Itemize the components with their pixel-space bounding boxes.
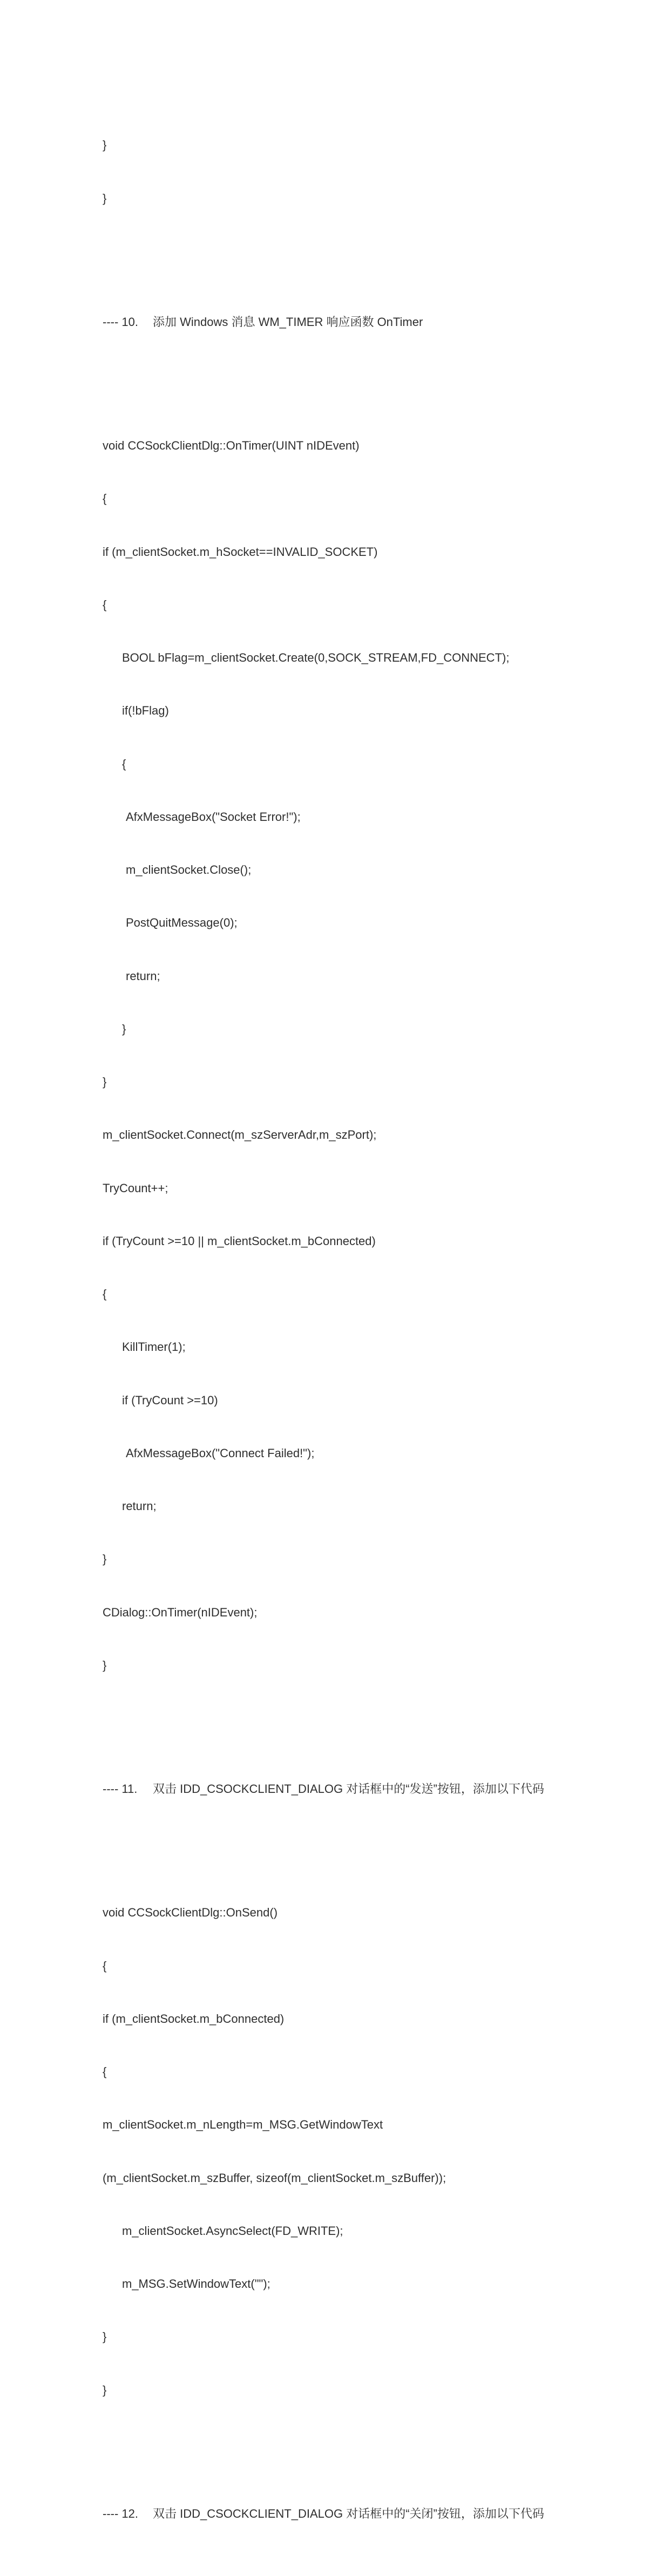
code-line: (m_clientSocket.m_szBuffer, sizeof(m_clientSocket.m_szBuffer)); <box>103 2171 446 2185</box>
code-line: if (m_clientSocket.m_bConnected) <box>103 2011 285 2026</box>
section-title: 双击 IDD_CSOCKCLIENT_DIALOG 对话框中的“关闭”按钮，添加以下代码 <box>153 2506 544 2520</box>
section-heading <box>103 314 544 331</box>
code-line: void CCSockClientDlg::OnTimer(UINT nIDEvent) <box>103 439 360 452</box>
code-line: KillTimer(1); <box>122 1340 186 1354</box>
code-line: m_clientSocket.Connect(m_szServerAdr,m_szPort); <box>103 1128 377 1142</box>
section-title: 添加 Windows 消息 WM_TIMER 响应函数 OnTimer <box>153 315 423 329</box>
code-line: PostQuitMessage(0); <box>126 916 238 930</box>
code-line: if (TryCount >=10) <box>122 1393 218 1407</box>
code-line: if(!bFlag) <box>122 704 169 718</box>
code-line: m_clientSocket.Close(); <box>126 863 252 876</box>
code-line: { <box>103 1287 107 1301</box>
code-line: m_clientSocket.m_nLength=m_MSG.GetWindowText <box>103 2118 383 2132</box>
code-line: return; <box>122 1499 157 1513</box>
section-number: ---- 12. <box>103 2506 138 2520</box>
code-line: { <box>103 492 107 506</box>
code-line: } <box>103 138 107 152</box>
code-line: TryCount++; <box>103 1181 168 1195</box>
code-line: } <box>103 2330 107 2344</box>
code-line: } <box>103 191 107 205</box>
document-body <box>103 84 544 2576</box>
section-number: ---- 11. <box>103 1782 138 1796</box>
code-line: AfxMessageBox("Socket Error!"); <box>126 810 301 824</box>
code-line: } <box>122 1022 126 1036</box>
code-line: m_MSG.SetWindowText(""); <box>122 2277 270 2290</box>
code-line: BOOL bFlag=m_clientSocket.Create(0,SOCK_STREAM,FD_CONNECT); <box>122 651 510 664</box>
code-line: { <box>122 757 126 771</box>
code-line: if (TryCount >=10 || m_clientSocket.m_bConnected) <box>103 1234 376 1248</box>
code-line: } <box>103 1658 107 1672</box>
blank-line <box>103 366 544 384</box>
blank-line <box>103 1833 544 1851</box>
code-line: AfxMessageBox("Connect Failed!"); <box>126 1446 315 1460</box>
code-line: void CCSockClientDlg::OnSend() <box>103 1906 278 1920</box>
code-line: } <box>103 2383 107 2397</box>
section-number: ---- 10. <box>103 315 138 329</box>
code-line: } <box>103 1075 107 1089</box>
code-line: { <box>103 1959 107 1973</box>
blank-line <box>103 243 544 261</box>
code-line: { <box>103 597 107 611</box>
code-line: m_clientSocket.AsyncSelect(FD_WRITE); <box>122 2224 343 2238</box>
code-line: CDialog::OnTimer(nIDEvent); <box>103 1605 258 1619</box>
code-line: } <box>103 1552 107 1566</box>
code-line: if (m_clientSocket.m_hSocket==INVALID_SOCKET) <box>103 545 378 559</box>
section-heading <box>103 1780 544 1798</box>
blank-line <box>103 2435 544 2452</box>
code-line: { <box>103 2065 107 2078</box>
section-title: 双击 IDD_CSOCKCLIENT_DIALOG 对话框中的“发送”按钮，添加以下代码 <box>153 1782 544 1796</box>
code-line: return; <box>126 969 160 983</box>
section-heading <box>103 2505 544 2523</box>
blank-line <box>103 1710 544 1728</box>
